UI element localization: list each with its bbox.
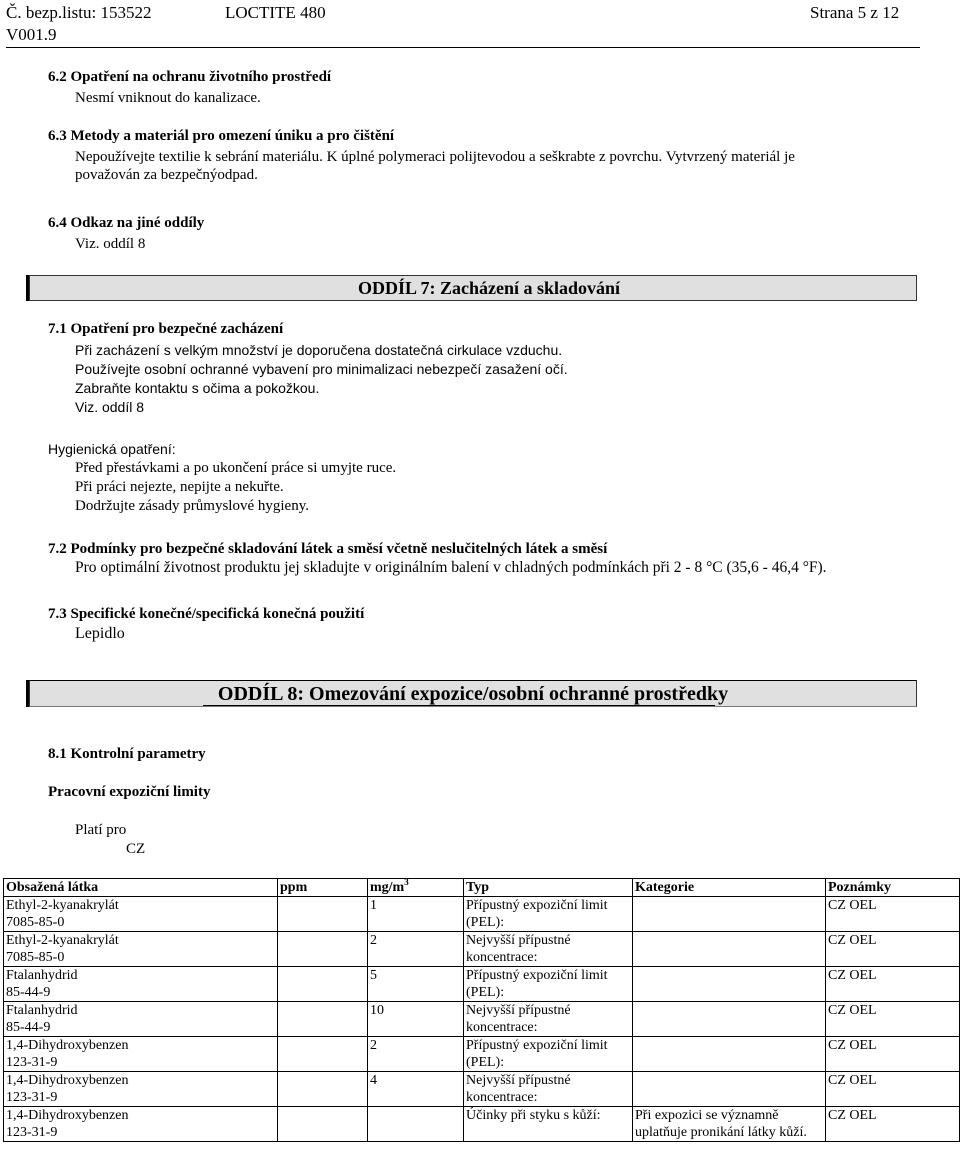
cell-ppm [278,967,368,1002]
type-line-2: koncentrace: [466,950,538,965]
category-line-1: Při expozici se významně [635,1108,779,1123]
section-8-title: ODDÍL 8: Omezování expozice/osobní ochranné prostředky [217,683,729,705]
version: V001.9 [6,25,57,44]
table-row [4,932,960,967]
section-8-title-underline [203,705,715,706]
type-line-2: (PEL): [466,1055,505,1070]
substance-name: Ethyl-2-kyanakrylát [6,898,119,913]
table-row [4,1037,960,1072]
type-line-1: Přípustný expoziční limit [466,898,608,913]
substance-cas: 123-31-9 [6,1090,58,1105]
section-6-4-text: Viz. oddíl 8 [75,236,146,252]
cell-ppm [278,1107,368,1142]
section-6-3-title: 6.3 Metody a materiál pro omezení úniku a pro čištění [48,128,395,144]
col-substance: Obsažená látka [4,879,278,897]
cell-notes: CZ OEL [826,1107,960,1142]
hygiene-label: Hygienická opatření: [48,441,176,457]
type-line-2: koncentrace: [466,1090,538,1105]
cell-mgm3: 2 [368,1037,464,1072]
cell-category [633,897,826,932]
type-line-1: Přípustný expoziční limit [466,968,608,983]
cell-mgm3: 2 [368,932,464,967]
applies-to-value: CZ [126,841,146,857]
table-row [4,897,960,932]
cell-type [464,1107,633,1142]
col-notes: Poznámky [826,879,960,897]
section-7-1-line-1: Při zacházení s velkým množství je doporučena dostatečná cirkulace vzduchu. [75,342,563,358]
substance-name: 1,4-Dihydroxybenzen [6,1038,129,1053]
type-line-2: koncentrace: [466,1020,538,1035]
cell-ppm [278,897,368,932]
cell-ppm [278,1037,368,1072]
section-6-3-text-1: Nepoužívejte textilie k sebrání materiálu. K úplné polymeraci polijtevodou a seškrabte z povrchu. Vytvrzený materiál je [75,149,795,165]
table-row [4,967,960,1002]
cell-notes: CZ OEL [826,1037,960,1072]
page-number: Strana 5 z 12 [810,3,900,22]
cell-substance [4,932,278,967]
cell-category [633,1002,826,1037]
cell-mgm3 [368,1107,464,1142]
substance-cas: 123-31-9 [6,1055,58,1070]
section-8-heading [29,680,917,707]
cell-mgm3: 4 [368,1072,464,1107]
col-mgm3-sup: 3 [404,877,409,887]
substance-cas: 85-44-9 [6,1020,51,1035]
cell-substance [4,1072,278,1107]
exposure-limits-body [4,897,960,1142]
section-7-2-text: Pro optimální životnost produktu jej skladujte v originálním balení v chladných podmínkách při 2 - 8 °C (35,6 - 46,4 °F). [75,559,827,576]
section-7-1-line-3: Zabraňte kontaktu s očima a pokožkou. [75,380,320,396]
exposure-limits-title: Pracovní expoziční limity [48,784,211,800]
table-row [4,1002,960,1037]
cell-substance [4,967,278,1002]
type-line-1: Nejvyšší přípustné [466,1003,571,1018]
type-line-2: (PEL): [466,915,505,930]
cell-category [633,1037,826,1072]
section-7-3-text: Lepidlo [75,625,125,642]
exposure-limits-table [3,878,960,1142]
section-7-heading [29,275,917,301]
section-8-marker [26,680,29,707]
cell-category [633,932,826,967]
substance-name: 1,4-Dihydroxybenzen [6,1073,129,1088]
substance-cas: 7085-85-0 [6,915,65,930]
section-7-3-title: 7.3 Specifické konečné/specifická konečná použití [48,606,365,622]
cell-type [464,897,633,932]
col-mgm3 [368,879,464,897]
cell-mgm3: 5 [368,967,464,1002]
cell-mgm3: 10 [368,1002,464,1037]
cell-notes: CZ OEL [826,897,960,932]
cell-substance [4,897,278,932]
section-7-2-title: 7.2 Podmínky pro bezpečné skladování látek a směsí včetně neslučitelných látek a směsí [48,541,608,557]
hygiene-line-2: Při práci nejezte, nepijte a nekuřte. [75,479,284,495]
hygiene-line-3: Dodržujte zásady průmyslové hygieny. [75,498,309,514]
cell-substance [4,1002,278,1037]
substance-name: 1,4-Dihydroxybenzen [6,1108,129,1123]
cell-category [633,1072,826,1107]
substance-cas: 123-31-9 [6,1125,58,1140]
substance-name: Ftalanhydrid [6,968,78,983]
col-ppm: ppm [278,879,368,897]
cell-type [464,1002,633,1037]
substance-name: Ethyl-2-kyanakrylát [6,933,119,948]
section-8-1-title: 8.1 Kontrolní parametry [48,746,206,762]
applies-to-label: Platí pro [75,822,127,838]
substance-name: Ftalanhydrid [6,1003,78,1018]
type-line-1: Nejvyšší přípustné [466,1073,571,1088]
section-6-2-text: Nesmí vniknout do kanalizace. [75,90,261,106]
type-line-2: (PEL): [466,985,505,1000]
cell-type [464,932,633,967]
substance-cas: 85-44-9 [6,985,51,1000]
cell-ppm [278,1002,368,1037]
col-category: Kategorie [633,879,826,897]
section-6-4-title: 6.4 Odkaz na jiné oddíly [48,215,205,231]
section-6-2-title: 6.2 Opatření na ochranu životního prostředí [48,69,332,85]
section-6-3-text-2: považován za bezpečnýodpad. [75,167,258,183]
cell-ppm [278,1072,368,1107]
cell-notes: CZ OEL [826,1002,960,1037]
cell-mgm3: 1 [368,897,464,932]
cell-type [464,967,633,1002]
cell-notes: CZ OEL [826,967,960,1002]
cell-substance [4,1037,278,1072]
section-7-1-line-4: Viz. oddíl 8 [75,399,145,415]
section-7-1-line-2: Používejte osobní ochranné vybavení pro minimalizaci nebezpečí zasažení očí. [75,361,568,377]
cell-ppm [278,932,368,967]
type-line-1: Účinky při styku s kůží: [466,1108,601,1123]
sheet-number: Č. bezp.listu: 153522 [6,3,152,22]
col-type: Typ [464,879,633,897]
cell-substance [4,1107,278,1142]
table-row [4,1107,960,1142]
cell-category [633,1107,826,1142]
section-7-marker [26,275,29,301]
col-mgm3-base: mg/m [370,880,405,895]
table-header-row [4,879,960,897]
section-7-1-title: 7.1 Opatření pro bezpečné zacházení [48,321,284,337]
cell-notes: CZ OEL [826,932,960,967]
cell-notes: CZ OEL [826,1072,960,1107]
substance-cas: 7085-85-0 [6,950,65,965]
table-row [4,1072,960,1107]
hygiene-line-1: Před přestávkami a po ukončení práce si umyjte ruce. [75,460,397,476]
cell-type [464,1037,633,1072]
section-7-title: ODDÍL 7: Zacházení a skladování [357,278,621,298]
header-rule [6,47,920,48]
cell-category [633,967,826,1002]
product-name: LOCTITE 480 [225,3,326,22]
category-line-2: uplatňuje pronikání látky kůží. [635,1125,807,1140]
type-line-1: Přípustný expoziční limit [466,1038,608,1053]
type-line-1: Nejvyšší přípustné [466,933,571,948]
cell-type [464,1072,633,1107]
